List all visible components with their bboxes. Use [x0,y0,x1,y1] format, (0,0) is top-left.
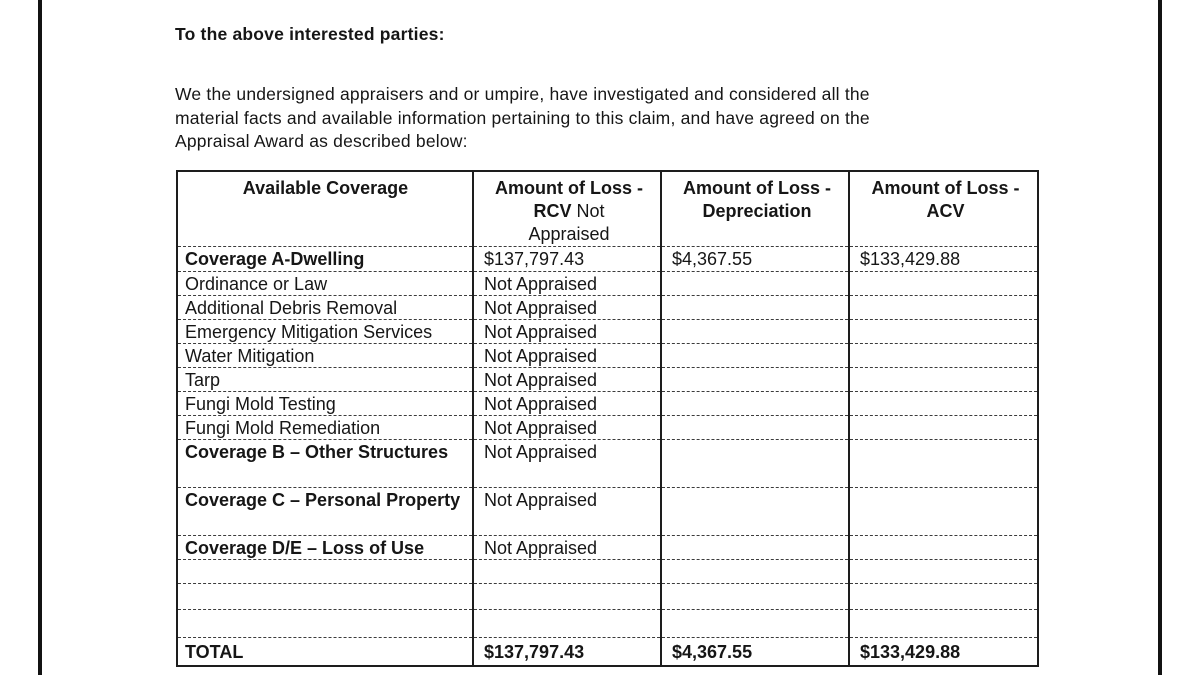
acv-cell [849,416,1038,440]
depreciation-cell [661,320,849,344]
header-text: ACV [926,201,965,221]
intro-paragraph [175,83,870,154]
depreciation-cell: $4,367.55 [661,638,849,666]
intro-line: Appraisal Award as described below: [175,131,468,151]
page-edge-left-bar [38,0,42,675]
depreciation-cell [661,296,849,320]
acv-cell [849,320,1038,344]
coverage-cell: Fungi Mold Testing [177,392,473,416]
header-text: Depreciation [702,201,812,221]
acv-cell [849,392,1038,416]
coverage-cell: Additional Debris Removal [177,296,473,320]
acv-cell [849,344,1038,368]
rcv-cell: Not Appraised [473,440,661,488]
rcv-cell: Not Appraised [473,296,661,320]
header-amount-of-loss-acv [849,171,1038,247]
coverage-cell: Coverage C – Personal Property [177,488,473,536]
acv-cell [849,536,1038,560]
table-row [177,320,1038,344]
rcv-cell: Not Appraised [473,416,661,440]
rcv-cell: Not Appraised [473,272,661,296]
rcv-cell: $137,797.43 [473,638,661,666]
header-text [484,200,654,223]
table-header-row [177,171,1038,247]
depreciation-cell [661,536,849,560]
intro-line: material facts and available information pertaining to this claim, and have agreed on the [175,107,870,128]
header-text-regular: Not [576,201,605,221]
appraisal-award-table [176,170,1039,667]
depreciation-cell [661,272,849,296]
coverage-cell [177,610,473,638]
depreciation-cell [661,344,849,368]
acv-cell [849,368,1038,392]
acv-cell [849,584,1038,610]
table-row [177,296,1038,320]
header-text: Amount of Loss - [495,178,643,198]
page-edge-right-bar [1158,0,1162,675]
acv-cell [849,440,1038,488]
acv-cell [849,296,1038,320]
rcv-cell: Not Appraised [473,368,661,392]
rcv-cell: Not Appraised [473,488,661,536]
header-amount-of-loss-rcv [473,171,661,247]
rcv-cell: Not Appraised [473,536,661,560]
table-row [177,392,1038,416]
table-row [177,344,1038,368]
header-text-regular: Appraised [528,224,610,244]
table-row-empty [177,610,1038,638]
header-text: Available Coverage [242,178,409,198]
header-text: Amount of Loss - [871,178,1020,198]
depreciation-cell [661,610,849,638]
salutation: To the above interested parties: [175,24,445,44]
coverage-cell [177,584,473,610]
table-row [177,416,1038,440]
rcv-cell: $137,797.43 [473,247,661,272]
rcv-cell [473,610,661,638]
table-row [177,247,1038,272]
depreciation-cell [661,584,849,610]
table-row-empty [177,584,1038,610]
header-amount-of-loss-depreciation [661,171,849,247]
table-row-empty [177,560,1038,584]
coverage-cell: Coverage D/E – Loss of Use [177,536,473,560]
acv-cell [849,610,1038,638]
acv-cell [849,488,1038,536]
coverage-cell [177,560,473,584]
table-row [177,440,1038,488]
coverage-cell: Coverage A-Dwelling [177,247,473,272]
coverage-cell: Emergency Mitigation Services [177,320,473,344]
rcv-cell [473,560,661,584]
table-row [177,368,1038,392]
table-row [177,536,1038,560]
acv-cell [849,560,1038,584]
rcv-cell: Not Appraised [473,392,661,416]
table-row [177,272,1038,296]
coverage-cell: TOTAL [177,638,473,666]
coverage-cell: Coverage B – Other Structures [177,440,473,488]
depreciation-cell [661,488,849,536]
depreciation-cell [661,560,849,584]
coverage-cell: Water Mitigation [177,344,473,368]
coverage-cell: Fungi Mold Remediation [177,416,473,440]
table-row-total [177,638,1038,666]
header-text-bold: RCV [533,201,572,221]
rcv-cell [473,584,661,610]
acv-cell: $133,429.88 [849,247,1038,272]
rcv-cell: Not Appraised [473,344,661,368]
rcv-cell: Not Appraised [473,320,661,344]
depreciation-cell [661,440,849,488]
intro-line: We the undersigned appraisers and or umpire, have investigated and considered all the [175,84,870,104]
depreciation-cell [661,416,849,440]
acv-cell [849,272,1038,296]
coverage-cell: Tarp [177,368,473,392]
depreciation-cell [661,392,849,416]
acv-cell: $133,429.88 [849,638,1038,666]
header-text: Amount of Loss - [683,178,831,198]
depreciation-cell: $4,367.55 [661,247,849,272]
header-available-coverage [177,171,473,247]
table-row [177,488,1038,536]
coverage-cell: Ordinance or Law [177,272,473,296]
depreciation-cell [661,368,849,392]
